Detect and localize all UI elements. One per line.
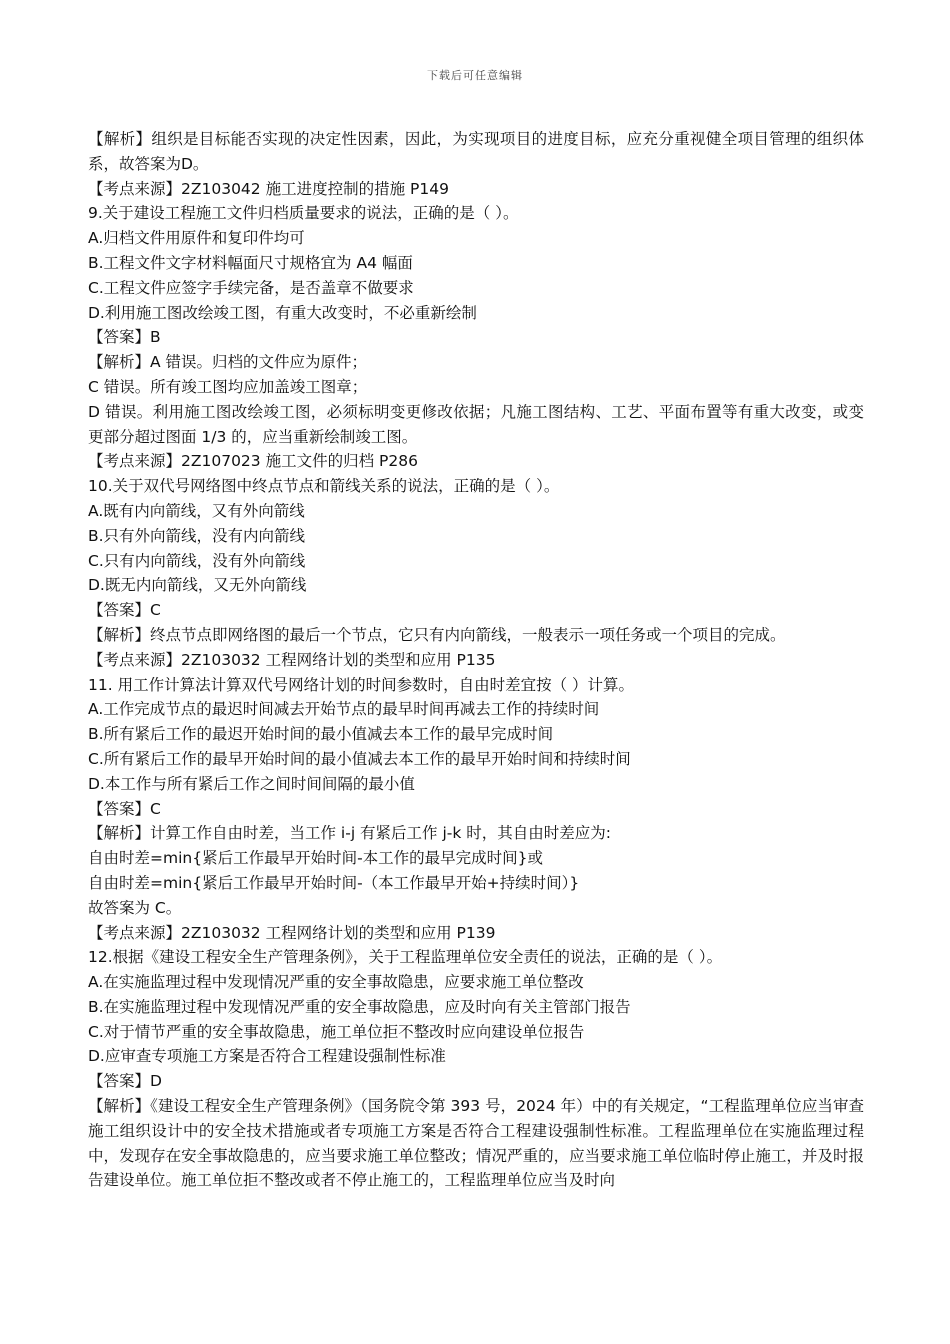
paragraph: 【解析】终点节点即网络图的最后一个节点，它只有内向箭线，一般表示一项任务或一个项目的完成。 xyxy=(88,625,786,644)
paragraph: 【解析】组织是目标能否实现的决定性因素，因此，为实现项目的进度目标，应充分重视健全项目管理的组织体系，故答案为D。 xyxy=(88,130,864,173)
answer: 【答案】B xyxy=(88,328,161,347)
option: A.工作完成节点的最迟时间减去开始节点的最早时间再减去工作的持续时间 xyxy=(88,700,600,719)
paragraph: 自由时差=min{紧后工作最早开始时间-（本工作最早开始+持续时间）} xyxy=(88,873,580,892)
question: 9.关于建设工程施工文件归档质量要求的说法，正确的是（ ）。 xyxy=(88,204,519,223)
paragraph: 【考点来源】2Z107023 施工文件的归档 P286 xyxy=(88,452,418,471)
option: C.工程文件应签字手续完备，是否盖章不做要求 xyxy=(88,278,414,297)
question: 10.关于双代号网络图中终点节点和箭线关系的说法，正确的是（ ）。 xyxy=(88,477,560,496)
paragraph: 故答案为 C。 xyxy=(88,898,182,917)
page-header: 下载后可任意编辑 xyxy=(427,69,523,82)
question: 11. 用工作计算法计算双代号网络计划的时间参数时，自由时差宜按（ ）计算。 xyxy=(88,675,635,694)
option: C.所有紧后工作的最早开始时间的最小值减去本工作的最早开始时间和持续时间 xyxy=(88,749,631,768)
option: A.既有内向箭线，又有外向箭线 xyxy=(88,501,305,520)
paragraph: 自由时差=min{紧后工作最早开始时间-本工作的最早完成时间}或 xyxy=(88,849,544,868)
option: B.只有外向箭线，没有内向箭线 xyxy=(88,526,306,545)
answer: 【答案】C xyxy=(88,601,161,620)
option: B.所有紧后工作的最迟开始时间的最小值减去本工作的最早完成时间 xyxy=(88,725,554,744)
paragraph: 【解析】A 错误。归档的文件应为原件； xyxy=(88,353,368,372)
option: C.对于情节严重的安全事故隐患，施工单位拒不整改时应向建设单位报告 xyxy=(88,1022,585,1041)
paragraph: 【考点来源】2Z103032 工程网络计划的类型和应用 P135 xyxy=(88,650,496,669)
answer: 【答案】D xyxy=(88,1072,162,1091)
paragraph: 【考点来源】2Z103032 工程网络计划的类型和应用 P139 xyxy=(88,923,496,942)
document-body xyxy=(88,127,864,1193)
question: 12.根据《建设工程安全生产管理条例》，关于工程监理单位安全责任的说法，正确的是（ ）。 xyxy=(88,948,723,967)
option: A.归档文件用原件和复印件均可 xyxy=(88,229,305,248)
option: D.既无内向箭线，又无外向箭线 xyxy=(88,576,307,595)
paragraph: D 错误。利用施工图改绘竣工图，必须标明变更修改依据；凡施工图结构、工艺、平面布置等有重大改变，或变更部分超过图面 1/3 的，应当重新绘制竣工图。 xyxy=(88,402,864,446)
paragraph: 【解析】《建设工程安全生产管理条例》（国务院令第 393 号，2024 年）中的有关规定，“工程监理单位应当审查施工组织设计中的安全技术措施或者专项施工方案是否符合工程建设强制性标准。工程监理单位在实施监理过程中，发现存在安全事故隐患的，应当要求施工单位整改；情况严重的，应当要求施工单位临时停止施工，并及时报告建设单位。施工单位拒不整改或者不停止施工的，工程监理单位应当及时向 xyxy=(88,1097,864,1190)
option: D.利用施工图改绘竣工图，有重大改变时，不必重新绘制 xyxy=(88,303,477,322)
option: B.在实施监理过程中发现情况严重的安全事故隐患，应及时向有关主管部门报告 xyxy=(88,997,631,1016)
option: D.本工作与所有紧后工作之间时间间隔的最小值 xyxy=(88,774,415,793)
option: A.在实施监理过程中发现情况严重的安全事故隐患，应要求施工单位整改 xyxy=(88,973,584,992)
paragraph: 【解析】计算工作自由时差，当工作 i-j 有紧后工作 j-k 时，其自由时差应为: xyxy=(88,824,612,843)
option: D.应审查专项施工方案是否符合工程建设强制性标准 xyxy=(88,1047,446,1066)
option: B.工程文件文字材料幅面尺寸规格宜为 A4 幅面 xyxy=(88,253,413,272)
paragraph: C 错误。所有竣工图均应加盖竣工图章； xyxy=(88,377,368,396)
answer: 【答案】C xyxy=(88,799,161,818)
paragraph: 【考点来源】2Z103042 施工进度控制的措施 P149 xyxy=(88,179,449,198)
option: C.只有内向箭线，没有外向箭线 xyxy=(88,551,306,570)
